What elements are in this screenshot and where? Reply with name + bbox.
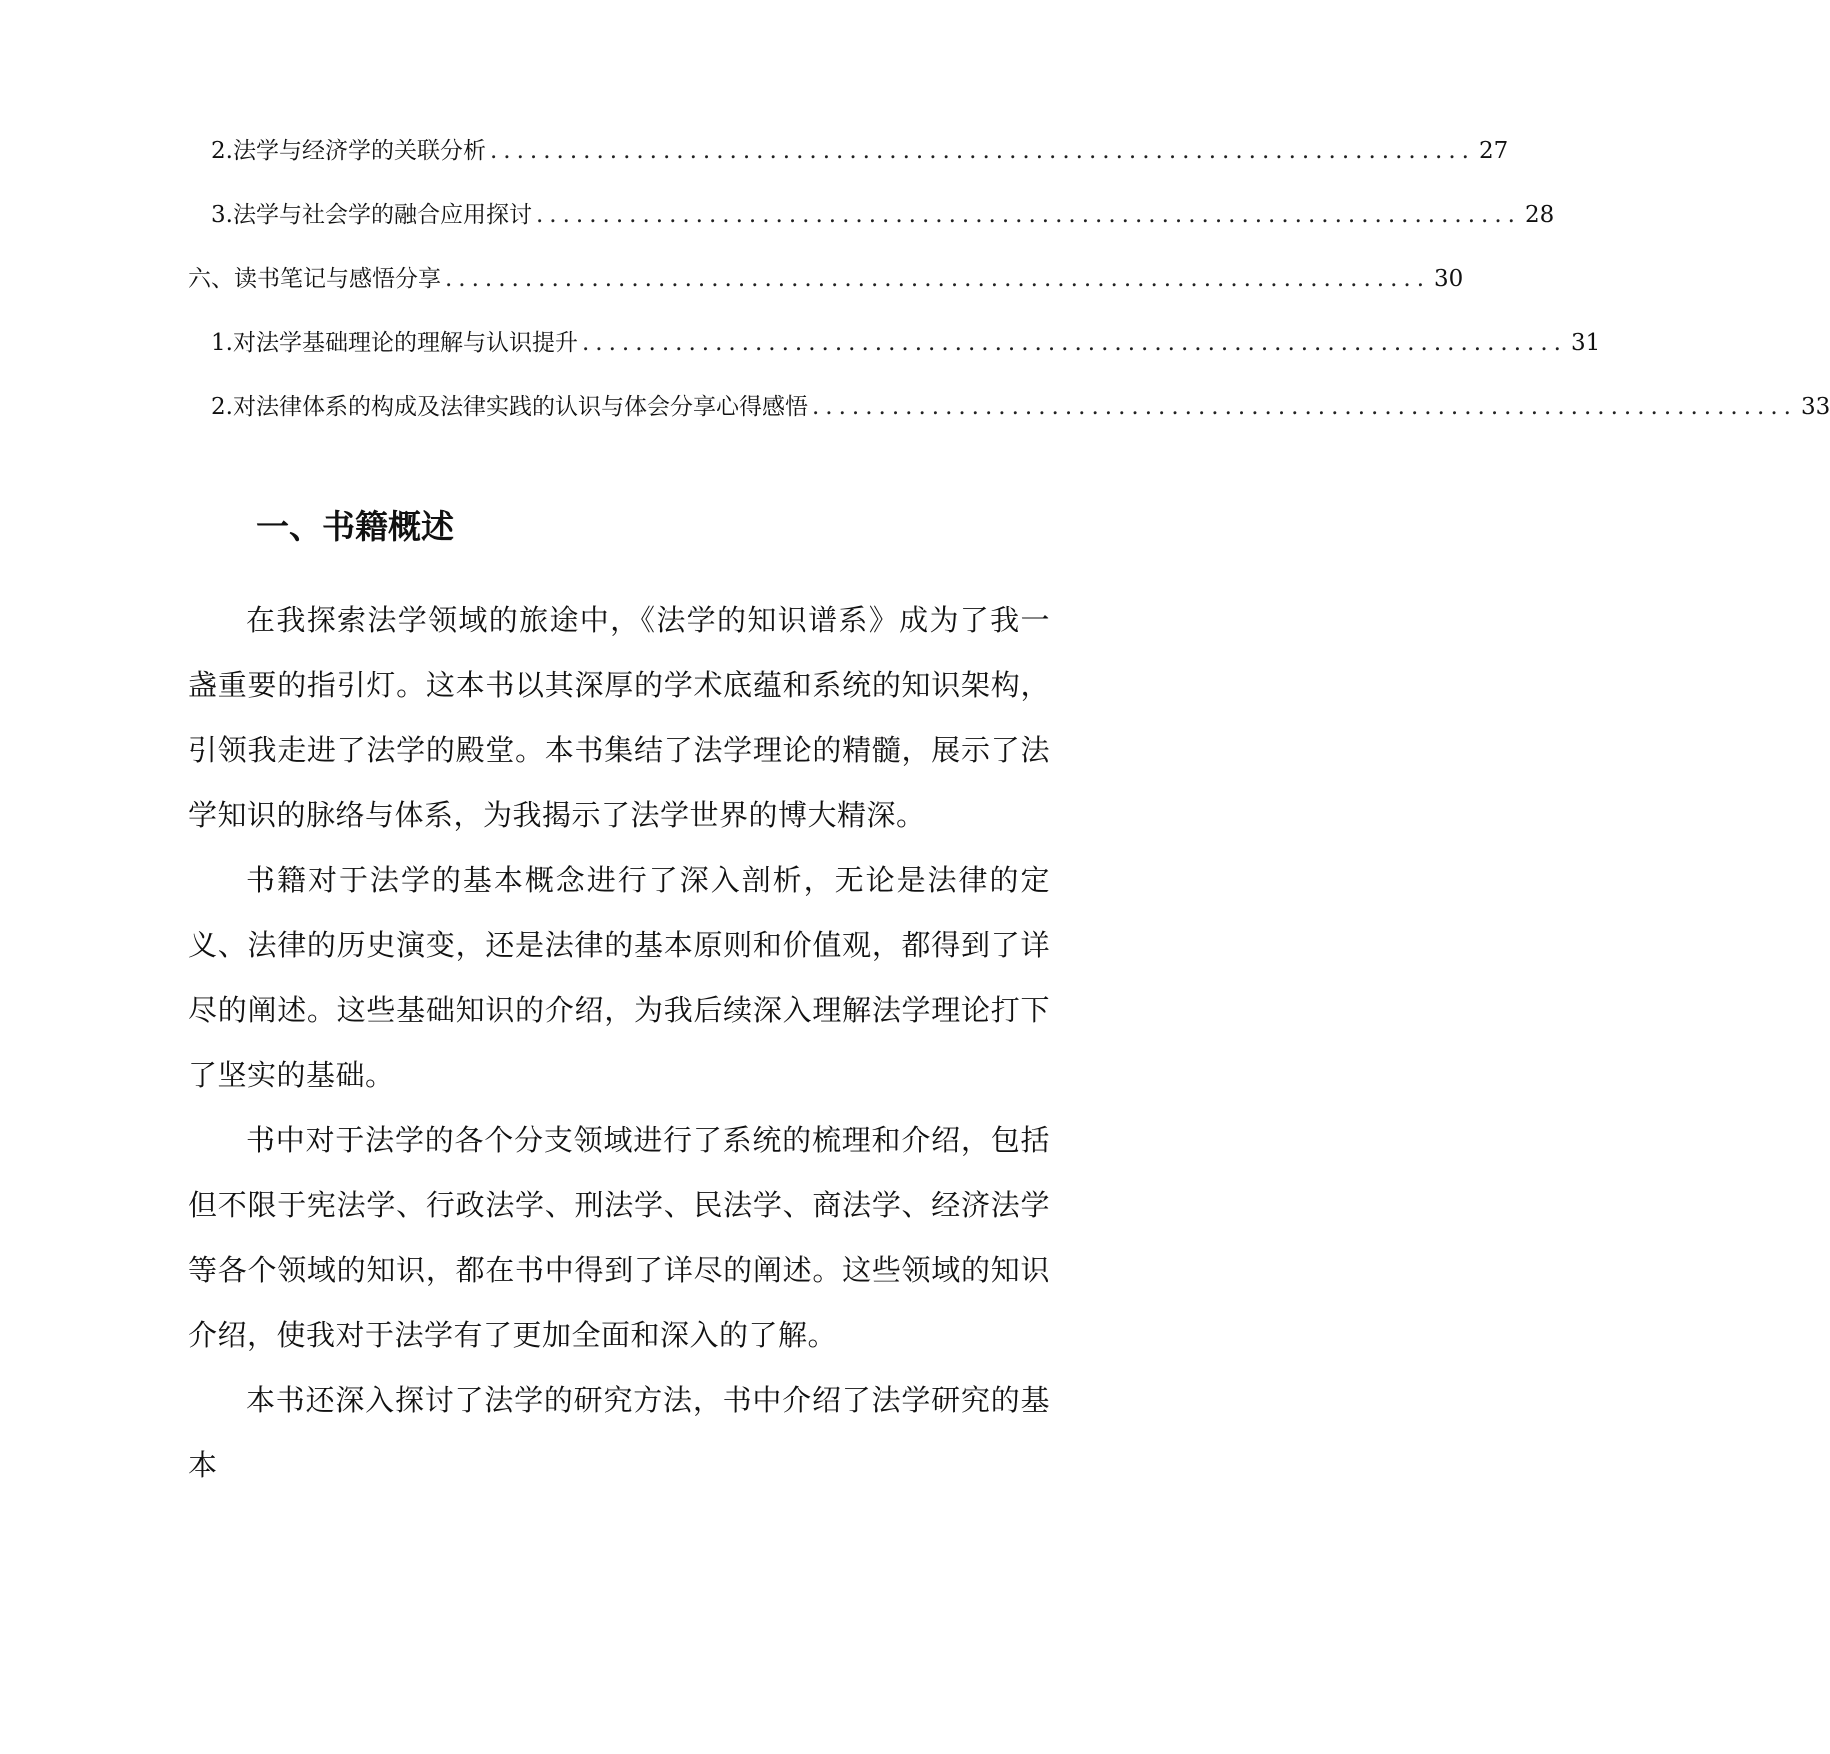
toc-leader-dots: .......................................................................... <box>581 330 1567 356</box>
toc-entry-title: 六、读书笔记与感悟分享 <box>188 266 441 292</box>
paragraph: 书籍对于法学的基本概念进行了深入剖析，无论是法律的定义、法律的历史演变，还是法律的基本原则和价值观，都得到了详尽的阐述。这些基础知识的介绍，为我后续深入理解法学理论打下了坚实的基础。 <box>188 863 1050 1092</box>
toc-entry[interactable] <box>211 328 1601 358</box>
paragraph: 在我探索法学领域的旅途中，《法学的知识谱系》成为了我一盏重要的指引灯。这本书以其深厚的学术底蕴和系统的知识架构，引领我走进了法学的殿堂。本书集结了法学理论的精髓，展示了法学知识的脉络与体系，为我揭示了法学世界的博大精深。 <box>188 603 1050 832</box>
toc-entry[interactable] <box>211 136 1509 166</box>
toc-entry-number: 1. <box>211 330 233 356</box>
section-heading: 一、书籍概述 <box>256 507 454 546</box>
toc-entry[interactable] <box>188 264 1464 294</box>
toc-entry-page: 27 <box>1478 138 1509 164</box>
toc-entry-number: 2. <box>211 138 233 164</box>
paragraph: 书中对于法学的各个分支领域进行了系统的梳理和介绍，包括但不限于宪法学、行政法学、刑法学、民法学、商法学、经济法学等各个领域的知识，都在书中得到了详尽的阐述。这些领域的知识介绍，使我对于法学有了更加全面和深入的了解。 <box>188 1123 1050 1352</box>
toc-entry-title: 法学与社会学的融合应用探讨 <box>232 202 532 228</box>
toc-entry-number: 3. <box>211 202 233 228</box>
body-text <box>188 588 1050 1498</box>
toc-leader-dots: .......................................................................... <box>535 202 1521 228</box>
toc-entry-title: 法学与经济学的关联分析 <box>232 138 486 164</box>
toc-leader-dots: .......................................................................... <box>811 394 1797 420</box>
toc-entry-title: 对法学基础理论的理解与认识提升 <box>232 330 578 356</box>
toc-entry-title: 对法律体系的构成及法律实践的认识与体会分享心得感悟 <box>232 394 808 420</box>
toc-entry[interactable] <box>211 392 1830 422</box>
toc-entry-page: 33 <box>1800 394 1830 420</box>
toc-entry-page: 31 <box>1570 330 1601 356</box>
paragraph: 本书还深入探讨了法学的研究方法，书中介绍了法学研究的基本 <box>188 1383 1050 1482</box>
toc-leader-dots: .......................................................................... <box>445 266 1431 292</box>
toc-entry[interactable] <box>211 200 1555 230</box>
toc-entry-page: 28 <box>1524 202 1555 228</box>
toc-entry-page: 30 <box>1434 266 1464 292</box>
toc-leader-dots: .......................................................................... <box>489 138 1475 164</box>
toc-entry-number: 2. <box>211 394 233 420</box>
